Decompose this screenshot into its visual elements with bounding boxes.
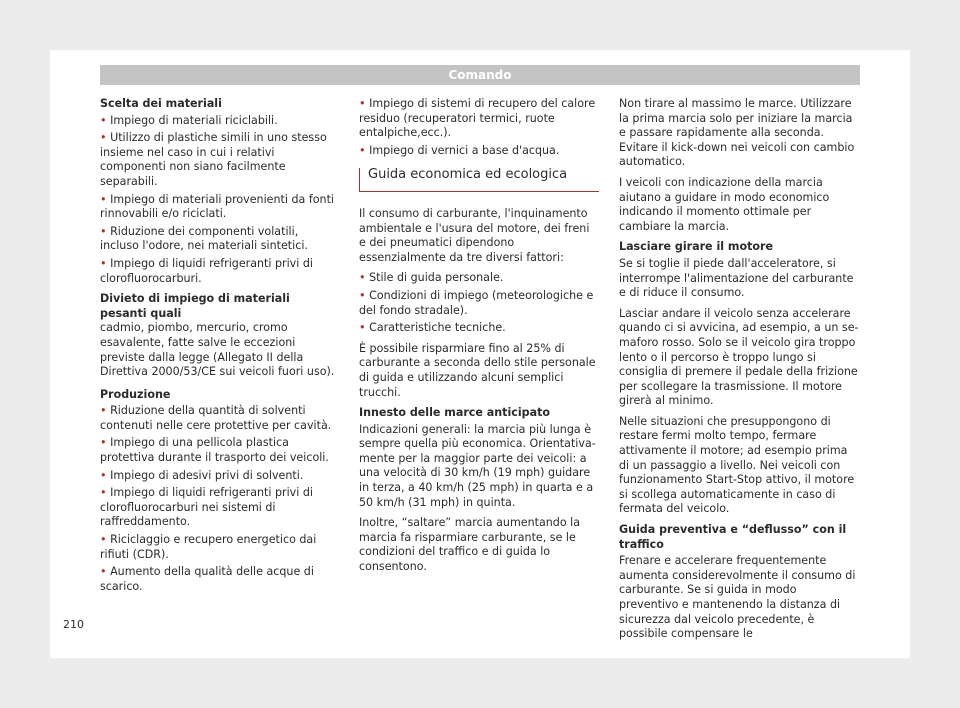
bullet-item: • Riciclaggio e recupero energetico dai rifiuti (CDR). [100,533,317,561]
section-title: Guida economica ed ecologica [359,168,599,192]
heading-materials: Scelta dei materiali [100,97,222,110]
page-number: 210 [63,618,84,631]
bullet-icon: • [100,192,107,206]
bullet-icon: • [100,131,107,145]
heading-heavy-metals: Divieto di impiego di materiali pesanti quali [100,292,290,320]
paragraph: Lasciar andare il veicolo senza accelerare quando ci si avvicina, ad esempio, a un semaforo rosso. Solo se il veicolo gira troppo lento o il percorso è troppo lungo si consiglia di premere il pedale della frizione per scollegare la trasmissione. Il motore girerà al minimo. [619,306,859,408]
bullet-icon: • [100,404,107,418]
bullet-icon: • [100,486,107,500]
bullet-item: • Impiego di vernici a base d'acqua. [359,143,560,157]
paragraph: Se si toglie il piede dall'acceleratore, si interrompe l'alimentazione del carburante e di riduce il consumo. [619,256,854,300]
bullet-item: • Impiego di liquidi refrigeranti privi di clorofluorocarburi nei sistemi di raffreddamento. [100,486,313,529]
bullet-icon: • [100,113,107,127]
bullet-item: • Riduzione dei componenti volatili, incluso l'odore, nei materiali sintetici. [100,224,308,253]
heading-coasting: Lasciare girare il motore [619,240,774,254]
paragraph: I veicoli con indicazione della marcia aiutano a guidare in modo economico indicando il momento ottimale per cambiare la marcia. [619,175,830,233]
bullet-icon: • [359,97,366,110]
bullet-icon: • [359,271,366,285]
bullet-icon: • [100,436,107,450]
bullet-icon: • [359,321,366,335]
bullet-icon: • [100,468,107,482]
bullet-item: • Caratteristiche tecniche. [359,321,506,335]
bullet-item: • Stile di guida personale. [359,271,504,285]
bullet-item: • Aumento della qualità delle acque di scarico. [100,565,314,593]
bullet-icon: • [359,143,366,157]
bullet-item: • Impiego di sistemi di recupero del calore residuo (recuperatori termici, ruote entalpiche,ecc.). [359,97,596,140]
paragraph: cadmio, piombo, mercurio, cromo esavalente, fatte salve le eccezioni previste dalla legge (Allegato II della Direttiva 2000/53/CE sui veicoli fuori uso). [100,321,335,379]
bullet-icon: • [100,256,107,270]
column-3 [619,97,859,648]
column-2 [359,97,599,581]
paragraph: Il consumo di carburante, l'inquinamento ambientale e l'usura del motore, dei freni e dei pneumatici dipendono essenzialmente da tre diversi fattori: [359,206,590,264]
column-1 [100,97,340,597]
paragraph: Frenare e accelerare frequentemente aumenta considerevolmente il consumo di carburante. Se si guida in modo preventivo e mantenendo la distanza di sicurezza dal veicolo precedente, è possibile compensare le [619,554,856,641]
page-header: Comando [100,65,860,85]
bullet-item: • Impiego di adesivi privi di solventi. [100,468,304,482]
bullet-item: • Utilizzo di plastiche simili in uno stesso insieme nel caso in cui i relativi componenti non siano facilmente separabili. [100,131,327,188]
paragraph: Indicazioni generali: la marcia più lunga è sempre quella più economica. Orientativamente per la maggior parte dei veicoli: a una velocità di 30 km/h (19 mph) guidare in terza, a 40 km/h (25 mph) in quarta e a 50 km/h (31 mph) in quinta. [359,422,596,509]
bullet-item: • Impiego di una pellicola plastica protettiva durante il trasporto dei veicoli. [100,436,329,465]
bullet-item: • Riduzione della quantità di solventi contenuti nelle cere protettive per cavità. [100,404,332,432]
bullet-icon: • [100,533,107,547]
bullet-icon: • [359,288,366,302]
bullet-item: • Impiego di liquidi refrigeranti privi di clorofluorocarburi. [100,256,313,285]
bullet-item: • Impiego di materiali provenienti da fonti rinnovabili e/o riciclati. [100,192,335,221]
paragraph: Nelle situazioni che presuppongono di restare fermi molto tempo, fermare attivamente il motore; ad esempio prima di un passaggio a livello. Nei veicoli con funzionamento Start-Stop attivo, il motore si scollega automaticamente in caso di fermata del veicolo. [619,414,855,516]
bullet-icon: • [100,224,107,238]
bullet-item: • Condizioni di impiego (meteorologiche e del fondo stradale). [359,288,594,317]
heading-preventive-driving: Guida preventiva e “deflusso” con il traffico [619,523,847,551]
bullet-item: • Impiego di materiali riciclabili. [100,113,278,127]
paragraph: Inoltre, “saltare” marcia aumentando la marcia fa risparmiare carburante, se le condizioni del traffico e di guida lo consentono. [359,516,581,574]
paragraph: Non tirare al massimo le marce. Utilizzare la prima marcia solo per iniziare la marcia e passare rapidamente alla seconda. Evitare il kick-down nei veicoli con cambio automatico. [619,97,855,169]
paragraph: È possibile risparmiare fino al 25% di carburante a seconda dello stile personale di guida e utilizzando alcuni semplici trucchi. [359,341,596,399]
bullet-icon: • [100,565,107,579]
heading-early-shift: Innesto delle marce anticipato [359,406,550,420]
heading-production: Produzione [100,387,171,401]
